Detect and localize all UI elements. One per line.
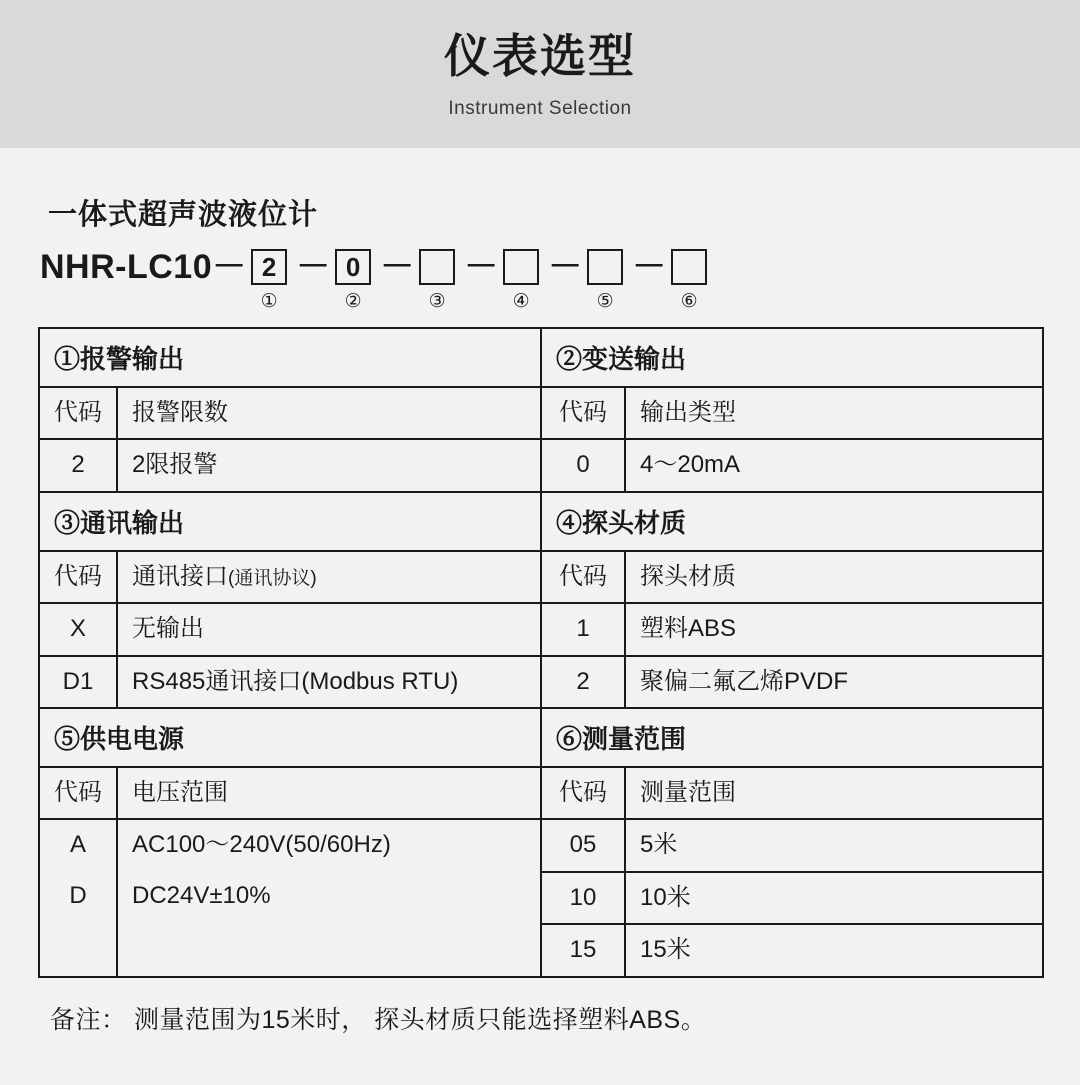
group-3-row-1-value-cell [117, 603, 541, 655]
group-2-row-1-code: 0 [576, 451, 590, 479]
table-row [39, 328, 1043, 387]
group-5-value-column-cell [117, 819, 541, 976]
product-name: 一体式超声波液位计 [48, 199, 319, 231]
group-5-row-2-value: DC24V±10% [132, 881, 271, 909]
group-3-title: ③通讯输出 [54, 507, 185, 538]
group-2-code-header-cell [541, 387, 625, 439]
model-segment-4 [494, 245, 548, 311]
specification-table [38, 327, 1044, 978]
model-segment-2-box[interactable]: 0 [335, 249, 371, 285]
group-4-code-header: 代码 [559, 562, 608, 590]
group-4-title: ④探头材质 [556, 507, 687, 538]
group-3-code-header: 代码 [54, 562, 102, 590]
group-6-row-3-value-cell [625, 924, 1043, 976]
model-dash-2: － [296, 248, 331, 286]
group-6-row-2-code-cell [541, 872, 625, 924]
group-6-row-2-code: 10 [569, 883, 597, 911]
model-segment-6 [662, 245, 716, 311]
content-area [0, 192, 1080, 1036]
group-2-title-cell [541, 328, 1043, 387]
group-2-row-1-value: 4～20mA [640, 451, 741, 479]
group-6-row-2-value-cell [625, 872, 1043, 924]
group-4-row-1-code: 1 [576, 615, 590, 643]
group-5-title-cell [39, 708, 541, 767]
group-6-row-3-value: 15米 [640, 936, 691, 964]
group-2-title: ②变送输出 [556, 344, 687, 374]
model-dash-1: － [212, 248, 247, 286]
group-4-title-cell [541, 492, 1043, 551]
group-3-value-header: 通讯接口 [132, 562, 228, 590]
model-segment-3 [410, 245, 464, 311]
group-3-row-1-code-cell [39, 603, 117, 655]
page-subtitle: Instrument Selection [448, 97, 632, 119]
table-row [39, 551, 1043, 603]
group-5-value-header-cell [117, 767, 541, 819]
group-4-row-2-value-cell [625, 656, 1043, 708]
group-4-value-header-cell [625, 551, 1043, 603]
model-dash-3: － [380, 248, 415, 286]
table-row [39, 492, 1043, 551]
model-segment-2 [326, 245, 380, 311]
group-4-code-header-cell [541, 551, 625, 603]
page-header [0, 0, 1080, 148]
model-code-builder [40, 245, 1042, 311]
group-5-value-header: 电压范围 [132, 778, 228, 806]
group-3-row-1-code: X [69, 615, 86, 643]
group-6-row-3-code-cell [541, 924, 625, 976]
table-row [39, 439, 1043, 491]
group-2-row-1-code-cell [541, 439, 625, 491]
group-3-code-header-cell [39, 551, 117, 603]
model-prefix: NHR-LC10 [40, 248, 213, 286]
model-segment-4-index: ④ [512, 291, 530, 312]
table-note: 备注： 测量范围为15米时， 探头材质只能选择塑料ABS。 [50, 1005, 707, 1034]
group-3-row-2-code: D1 [62, 667, 94, 695]
group-6-row-2-value: 10米 [640, 883, 691, 911]
group-2-code-header: 代码 [559, 399, 608, 426]
table-row [39, 767, 1043, 819]
group-6-code-header: 代码 [559, 778, 608, 806]
group-6-code-header-cell [541, 767, 625, 819]
group-3-value-header-cell [117, 551, 541, 603]
group-6-title-cell [541, 708, 1043, 767]
group-1-row-1-value: 2限报警 [132, 451, 218, 479]
group-6-row-3-code: 15 [569, 936, 597, 964]
group-1-value-header: 报警限数 [132, 399, 228, 426]
table-row [39, 708, 1043, 767]
group-4-row-2-code-cell [541, 656, 625, 708]
group-4-row-1-value: 塑料ABS [640, 615, 737, 643]
group-5-row-2-code: D [69, 881, 87, 909]
group-6-row-1-value: 5米 [640, 831, 678, 859]
model-segment-3-box[interactable] [419, 249, 455, 285]
table-row [39, 819, 1043, 871]
group-4-value-header: 探头材质 [640, 562, 737, 590]
table-row [39, 603, 1043, 655]
group-1-code-header-cell [39, 387, 117, 439]
group-1-title: ①报警输出 [54, 344, 185, 374]
model-segment-5-box[interactable] [587, 249, 623, 285]
group-6-value-header: 测量范围 [640, 778, 737, 806]
group-5-code-header-cell [39, 767, 117, 819]
table-row [39, 656, 1043, 708]
group-6-value-header-cell [625, 767, 1043, 819]
group-4-row-2-code: 2 [576, 667, 590, 695]
group-3-row-2-value-cell [117, 656, 541, 708]
group-2-row-1-value-cell [625, 439, 1043, 491]
group-3-row-2-value: RS485通讯接口(Modbus RTU) [132, 667, 459, 695]
group-1-row-1-value-cell [117, 439, 541, 491]
model-dash-6: － [632, 248, 667, 286]
group-3-title-cell [39, 492, 541, 551]
model-segment-2-index: ② [344, 291, 362, 312]
group-2-value-header: 输出类型 [640, 399, 737, 426]
group-5-code-column-cell [39, 819, 117, 976]
group-4-row-2-value: 聚偏二氟乙烯PVDF [640, 667, 849, 695]
model-dash-4: － [464, 248, 499, 286]
group-6-title: ⑥测量范围 [556, 723, 687, 754]
group-1-code-header: 代码 [54, 399, 102, 426]
table-row [39, 387, 1043, 439]
group-1-value-header-cell [117, 387, 541, 439]
group-5-title: ⑤供电电源 [54, 723, 185, 754]
group-3-row-1-value: 无输出 [132, 615, 204, 643]
group-6-row-1-code-cell [541, 819, 625, 871]
model-segment-5-index: ⑤ [596, 291, 614, 312]
group-6-row-1-value-cell [625, 819, 1043, 871]
group-5-row-1-code: A [69, 831, 86, 859]
page-title: 仪表选型 [444, 30, 636, 83]
group-6-row-1-code: 05 [569, 831, 597, 859]
group-5-code-header: 代码 [54, 778, 102, 806]
group-1-title-cell [39, 328, 541, 387]
model-segment-1 [242, 245, 296, 311]
model-segment-6-box[interactable] [671, 249, 707, 285]
group-5-row-1-value: AC100～240V(50/60Hz) [132, 831, 391, 859]
group-2-value-header-cell [625, 387, 1043, 439]
model-segment-6-index: ⑥ [680, 291, 698, 312]
model-segment-1-index: ① [260, 291, 278, 312]
group-4-row-1-value-cell [625, 603, 1043, 655]
model-segment-5 [578, 245, 632, 311]
model-segment-3-index: ③ [428, 291, 446, 312]
group-3-row-2-code-cell [39, 656, 117, 708]
model-segment-4-box[interactable] [503, 249, 539, 285]
model-segment-1-box[interactable]: 2 [251, 249, 287, 285]
group-1-row-1-code: 2 [71, 451, 85, 479]
group-1-row-1-code-cell [39, 439, 117, 491]
group-3-value-header-note: (通讯协议) [228, 567, 317, 589]
group-4-row-1-code-cell [541, 603, 625, 655]
model-dash-5: － [548, 248, 583, 286]
